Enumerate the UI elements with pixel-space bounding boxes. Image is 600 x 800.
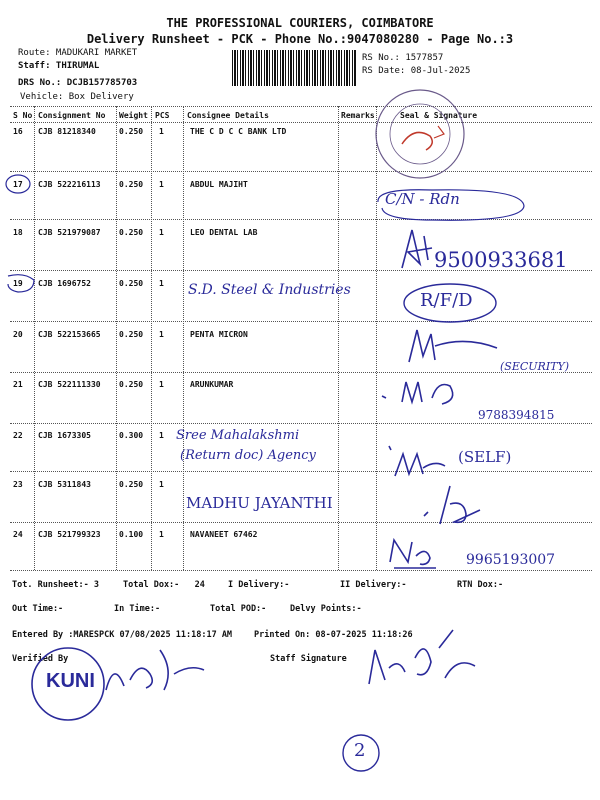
row-24-consignment: CJB 521799323 (38, 530, 101, 539)
row-20-pcs: 1 (159, 330, 164, 339)
row-16-consignment: CJB 81218340 (38, 127, 96, 136)
drs-number: DRS No.: DCJB157785703 (18, 78, 138, 88)
handwriting-row-22-self: (SELF) (458, 448, 512, 466)
row-21-pcs: 1 (159, 380, 164, 389)
entered-by: Entered By :MARESPCK 07/08/2025 11:18:17 AM (12, 630, 233, 640)
row-20-consignment: CJB 522153665 (38, 330, 101, 339)
delvy-points: Delvy Points:- (290, 604, 362, 614)
header-consignee: Consignee Details (187, 111, 269, 120)
row-16-consignee: THE C D C C BANK LTD (190, 127, 287, 136)
verified-by-label: Verified By (12, 654, 69, 664)
handwriting-row-24-phone: 9965193007 (466, 552, 556, 568)
handwriting-row-21-phone: 9788394815 (478, 408, 555, 422)
row-22-weight: 0.300 (119, 431, 144, 440)
header-consignment: Consignment No (38, 111, 106, 120)
row-23-consignment: CJB 5311843 (38, 480, 91, 489)
row-17-pcs: 1 (159, 180, 164, 189)
row-17-consignee: ABDUL MAJIHT (190, 180, 248, 189)
header-seal: Seal & Signature (400, 111, 478, 120)
staff-signature (365, 628, 495, 692)
row-21-consignee: ARUNKUMAR (190, 380, 234, 389)
row-18-consignee: LEO DENTAL LAB (190, 228, 258, 237)
header-weight: Weight (119, 111, 148, 120)
barcode (232, 50, 356, 86)
header-remarks: Remarks (341, 111, 375, 120)
row-19-consignment: CJB 1696752 (38, 279, 91, 288)
row-18-weight: 0.250 (119, 228, 144, 237)
header-sno: S No (13, 111, 33, 120)
staff-signature-label: Staff Signature (270, 654, 347, 664)
row-23-sno: 23 (13, 480, 23, 489)
row-24-pcs: 1 (159, 530, 164, 539)
rs-number: RS No.: 1577857 (362, 53, 444, 63)
total-dox: Total Dox:- 24 (123, 580, 205, 590)
row-16-pcs: 1 (159, 127, 164, 136)
printed-on: Printed On: 08-07-2025 11:18:26 (254, 630, 413, 640)
handwriting-row-22-line-a: Sree Mahalakshmi (176, 428, 300, 443)
handwriting-row-23: MADHU JAYANTHI (186, 494, 333, 512)
row-23-pcs: 1 (159, 480, 164, 489)
total-runsheet: Tot. Runsheet:- 3 (12, 580, 99, 590)
handwriting-row-19-rfd: R/F/D (420, 290, 473, 311)
signature-row-23 (420, 480, 490, 528)
out-time: Out Time:- (12, 604, 64, 614)
row-20-consignee: PENTA MICRON (190, 330, 248, 339)
handwriting-row-18-phone: 9500933681 (434, 248, 568, 272)
row-19-pcs: 1 (159, 279, 164, 288)
rtn-dox: RTN Dox:- (457, 580, 504, 590)
row-18-consignment: CJB 521979087 (38, 228, 101, 237)
row-17-consignment: CJB 522216113 (38, 180, 101, 189)
row-21-consignment: CJB 522111330 (38, 380, 101, 389)
handwriting-row-22-line-b: (Return doc) Agency (180, 448, 316, 463)
total-pod: Total POD:- (210, 604, 267, 614)
row-16-sno: 16 (13, 127, 23, 136)
header-pcs: PCS (155, 111, 170, 120)
circle-mark-19 (4, 270, 36, 296)
company-seal-stamp (372, 86, 468, 182)
page-circle-number: 2 (354, 740, 366, 761)
row-24-consignee: NAVANEET 67462 (190, 530, 258, 539)
row-22-sno: 22 (13, 431, 23, 440)
row-18-pcs: 1 (159, 228, 164, 237)
signature-row-24 (386, 536, 446, 572)
row-20-weight: 0.250 (119, 330, 144, 339)
handwriting-row-17-loop (372, 184, 532, 224)
verified-signature (100, 640, 210, 700)
handwriting-row-17: C/N - Rdn (385, 190, 460, 208)
handwriting-row-20: (SECURITY) (500, 360, 570, 373)
staff-label: Staff: THIRUMAL (18, 61, 100, 71)
ii-delivery: II Delivery:- (340, 580, 407, 590)
row-22-consignment: CJB 1673305 (38, 431, 91, 440)
row-24-sno: 24 (13, 530, 23, 539)
row-18-sno: 18 (13, 228, 23, 237)
rs-date: RS Date: 08-Jul-2025 (362, 66, 471, 76)
vehicle-label: Vehicle: Box Delivery (20, 92, 134, 102)
row-23-weight: 0.250 (119, 480, 144, 489)
row-19-weight: 0.250 (119, 279, 144, 288)
handwriting-row-19-consignee: S.D. Steel & Industries (188, 282, 351, 298)
in-time: In Time:- (114, 604, 161, 614)
row-24-weight: 0.100 (119, 530, 144, 539)
row-16-weight: 0.250 (119, 127, 144, 136)
row-17-weight: 0.250 (119, 180, 144, 189)
circle-mark-17 (4, 172, 34, 196)
row-21-sno: 21 (13, 380, 23, 389)
row-22-pcs: 1 (159, 431, 164, 440)
company-title: THE PROFESSIONAL COURIERS, COIMBATORE (166, 16, 434, 30)
runsheet-subtitle: Delivery Runsheet - PCK - Phone No.:9047080280 - Page No.:3 (86, 32, 514, 46)
signature-row-20 (405, 326, 505, 366)
row-20-sno: 20 (13, 330, 23, 339)
signature-row-22 (385, 440, 455, 480)
signature-row-21 (378, 376, 498, 410)
route-label: Route: MADUKARI MARKET (18, 48, 138, 58)
row-19-sno: 19 (13, 279, 23, 288)
row-17-sno: 17 (13, 180, 23, 189)
kuni-stamp-text: KUNI (46, 670, 95, 692)
i-delivery: I Delivery:- (228, 580, 290, 590)
row-21-weight: 0.250 (119, 380, 144, 389)
